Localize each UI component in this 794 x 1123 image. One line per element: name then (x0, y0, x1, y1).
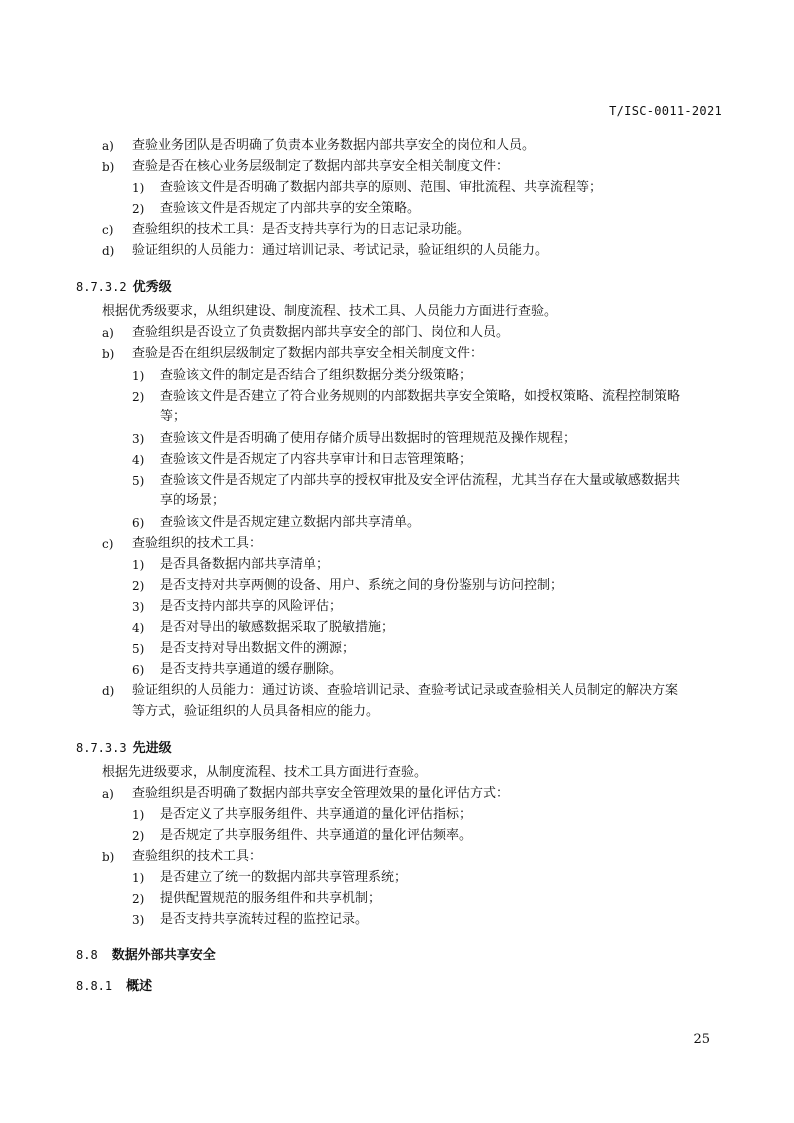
continuation-line: 享的场景； (160, 493, 226, 508)
section-heading: 8.7.3.3 先进级 (76, 741, 172, 756)
section-heading: 8.7.3.2 优秀级 (76, 280, 172, 295)
continuation-line: 等方式，验证组织的人员具备相应的能力。 (132, 704, 380, 719)
page-number: 25 (693, 1032, 710, 1047)
document-page: T/ISC-0011-2021 a) 查验业务团队是否明确了负责本业务数据内部共享安全的岗位和人员。 b) 查验是否在核心业务层级制定了数据内部共享安全相关制度文件： 1) 查验该文件是否明确了数据内部共享的原则、范围、审批流程、共享流程等； 2) 查验该文件是否规定了内部共享的安全策略。 c) 查验组织的技术工具：是否支持共享行为的日志记录功能。 d) 验证组织的人员能力：通过培训记录、考试记录，验证组织的人员能力。 8.7.3.2 优秀级 根据优秀级要求，从组织建设、制度流程、技术工具、人员能力方面进行查验。 a) 查验组织是否设立了负责数据内部共享安全的部门、岗位和人员。 b) 查验是否在组织层级制定了数据内部共享安全相关制度文件： 1) 查验该文件的制定是否结合了组织数据分类分级策略； 2) 查验该文件是否建立了符合业务规则的内部数据共享安全策略，如授权策略、流程控制策略 等； 3) 查验该文件是否明确了使用存储介质导出数据时的管理规范及操作规程； 4) 查验该文件是否规定了内容共享审计和日志管理策略； 5) 查验该文件是否规定了内部共享的授权审批及安全评估流程，尤其当存在大量或敏感数据共 享的场景； 6) 查验该文件是否规定建立数据内部共享清单。 c) 查验组织的技术工具： 1) 是否具备数据内部共享清单； 2) 是否支持对共享两侧的设备、用户、系统之间的身份鉴别与访问控制； 3) 是否支持内部共享的风险评估； 4) 是否对导出的敏感数据采取了脱敏措施； 5) 是否支持对导出数据文件的溯源； 6) 是否支持共享通道的缓存删除。 d) 验证组织的人员能力：通过访谈、查验培训记录、查验考试记录或查验相关人员制定的解决方案 等方式，验证组织的人员具备相应的能力。 8.7.3.3 先进级 根据先进级要求，从制度流程、技术工具方面进行查验。 a) 查验组织是否明确了数据内部共享安全管理效果的量化评估方式： 1) 是否定义了共享服务组件、共享通道的量化评估指标； 2) 是否规定了共享服务组件、共享通道的量化评估频率。 b) 查验组织的技术工具： 1) 是否建立了统一的数据内部共享管理系统； 2) 提供配置规范的服务组件和共享机制； 3) 是否支持共享流转过程的监控记录。 8.8 数据外部共享安全 8.8.1 概述 25 (76, 104, 722, 1047)
chapter-heading: 8.8 数据外部共享安全 (76, 948, 216, 963)
paragraph: 根据优秀级要求，从组织建设、制度流程、技术工具、人员能力方面进行查验。 (102, 304, 558, 319)
section-heading: 8.8.1 概述 (76, 979, 153, 994)
paragraph: 根据先进级要求，从制度流程、技术工具方面进行查验。 (102, 765, 428, 780)
continuation-line: 等； (160, 409, 187, 424)
document-code: T/ISC-0011-2021 (609, 104, 722, 118)
